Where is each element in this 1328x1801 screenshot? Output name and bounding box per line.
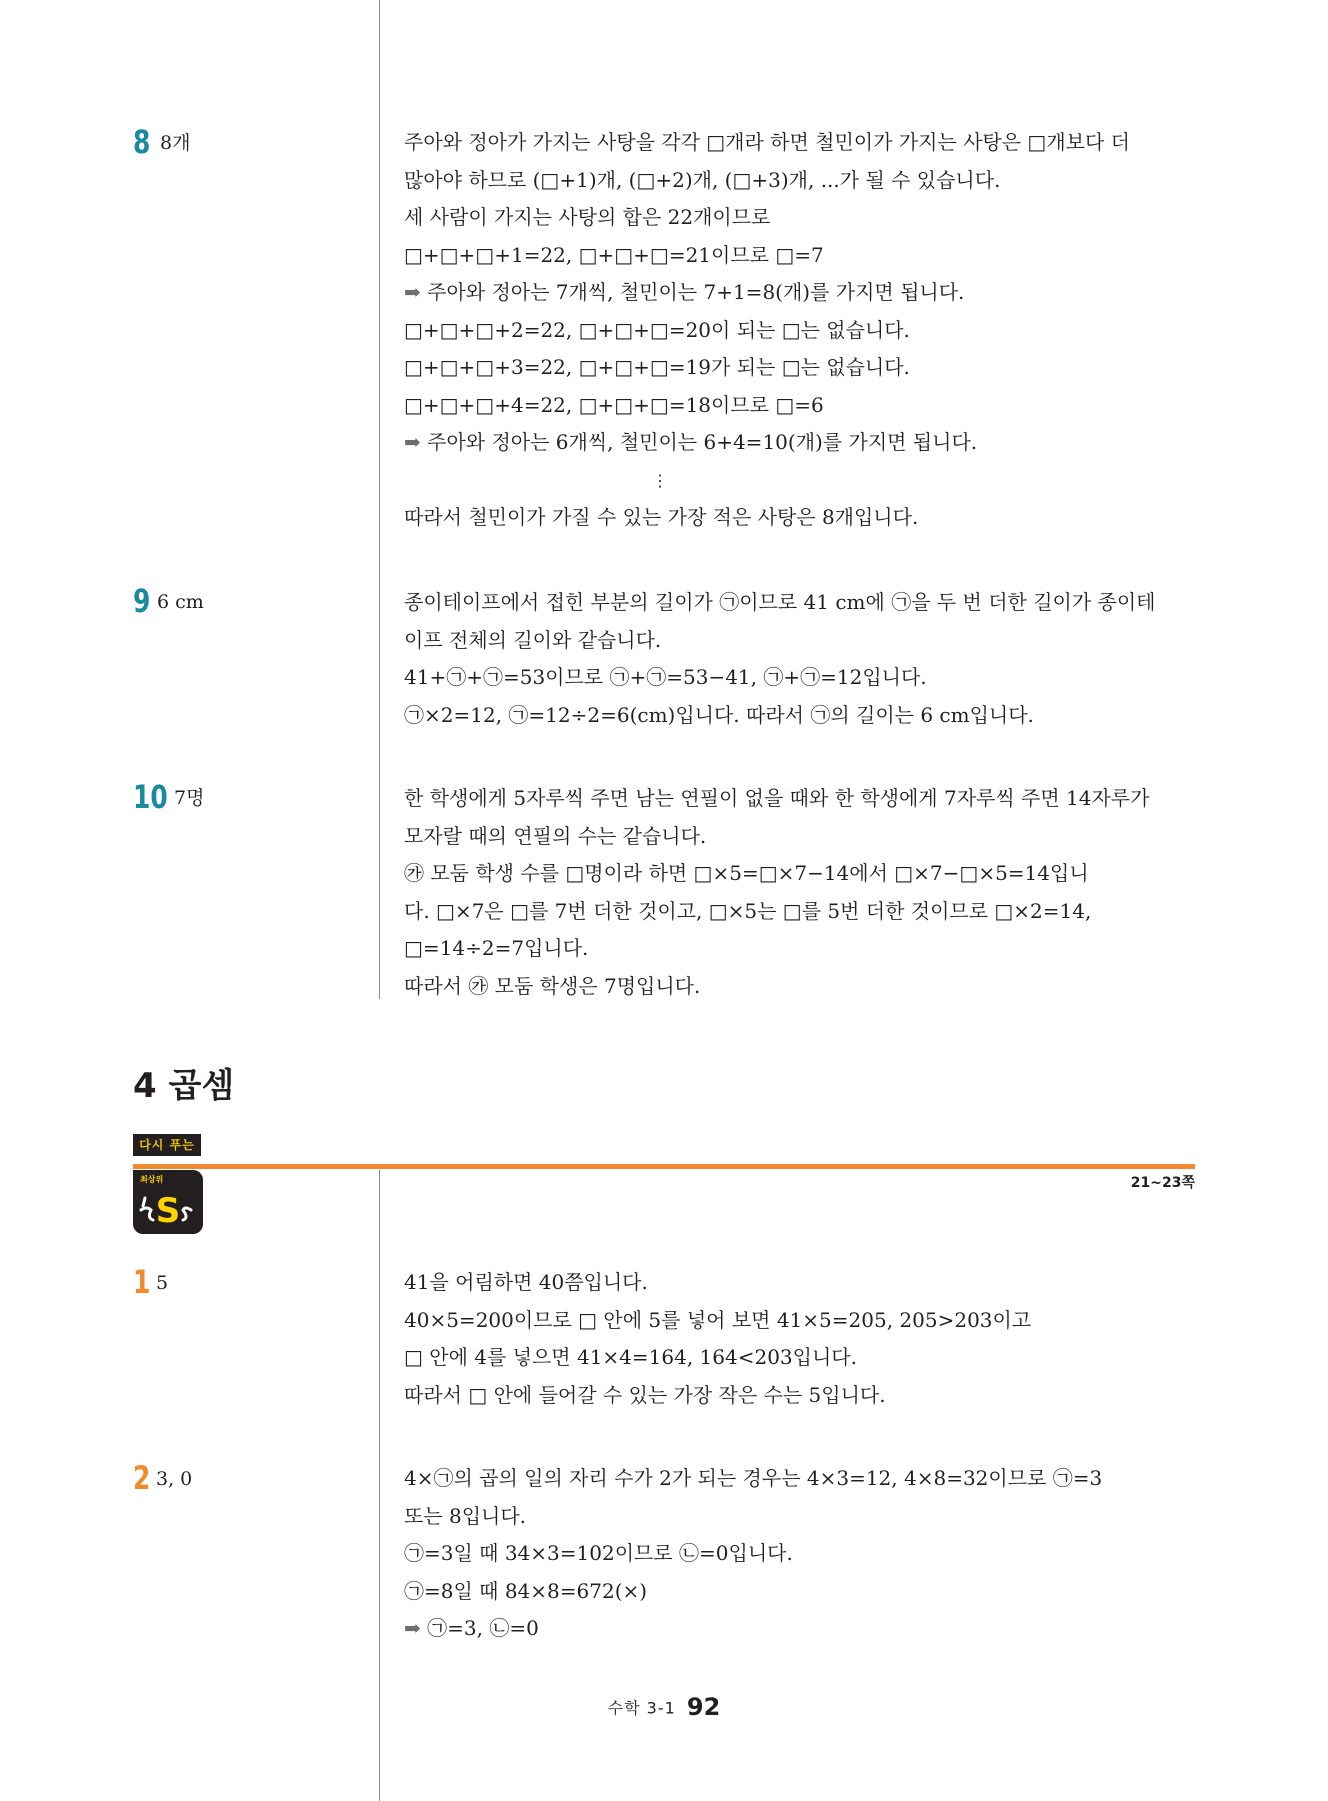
- problem-answer: 7명: [174, 787, 205, 809]
- problem-number: 8: [133, 123, 151, 161]
- solution-line: ➡ ㉠=3, ㉡=0: [404, 1616, 539, 1640]
- badge-sub-label: 최상위: [140, 1175, 164, 1184]
- section-rule: [133, 1164, 1195, 1169]
- problem-number: 2: [133, 1459, 151, 1497]
- solution-line: □+□+□+3=22, □+□+□=19가 되는 □는 없습니다.: [404, 355, 910, 379]
- solution-line: 이프 전체의 길이와 같습니다.: [404, 627, 662, 652]
- problem-solution: [404, 124, 1194, 537]
- problem-solution: [404, 1264, 1194, 1414]
- solution-line: ㉠=3일 때 34×3=102이므로 ㉡=0입니다.: [404, 1541, 793, 1565]
- arrow-icon: ➡: [404, 280, 421, 304]
- problem-answer: 8개: [160, 132, 191, 154]
- problem-solution: [404, 780, 1194, 1005]
- solution-line: 4×㉠의 곱의 일의 자리 수가 2가 되는 경우는 4×3=12, 4×8=32이므로 ㉠=3: [404, 1466, 1103, 1490]
- solution-line: 모자랄 때의 연필의 수는 같습니다.: [404, 823, 707, 848]
- section-badge-label: 다시 푸는: [133, 1134, 201, 1156]
- problem-number: 9: [133, 582, 151, 620]
- solution-line: 다. □×7은 □를 7번 더한 것이고, □×5는 □를 5번 더한 것이므로 □×2=14,: [404, 898, 1092, 923]
- solution-line: 또는 8입니다.: [404, 1503, 527, 1528]
- book-title: 수학 3-1: [607, 1698, 676, 1718]
- column-divider-top: [379, 0, 380, 999]
- problem-number: 10: [133, 778, 168, 816]
- solution-line: 따라서 ㉮ 모둠 학생은 7명입니다.: [404, 973, 701, 998]
- solution-line: 40×5=200이므로 □ 안에 5를 넣어 보면 41×5=205, 205>203이고: [404, 1307, 1032, 1332]
- problem-number: 1: [133, 1263, 151, 1301]
- solution-line: ➡ 주아와 정아는 6개씩, 철민이는 6+4=10(개)를 가지면 됩니다.: [404, 430, 978, 454]
- solution-line: 종이테이프에서 접힌 부분의 길이가 ㉠이므로 41 cm에 ㉠을 두 번 더한 길이가 종이테: [404, 590, 1156, 614]
- solution-line: □+□+□+2=22, □+□+□=20이 되는 □는 없습니다.: [404, 317, 910, 342]
- problem-solution: [404, 1460, 1194, 1648]
- s-logo-icon: [139, 1184, 197, 1230]
- solution-line: □+□+□+1=22, □+□+□=21이므로 □=7: [404, 242, 824, 267]
- solution-line: 따라서 □ 안에 들어갈 수 있는 가장 작은 수는 5입니다.: [404, 1382, 886, 1407]
- page-number: 92: [686, 1693, 721, 1721]
- vertical-ellipsis: ⋮: [652, 470, 668, 490]
- solution-line: 한 학생에게 5자루씩 주면 남는 연필이 없을 때와 한 학생에게 7자루씩 주면 14자루가: [404, 786, 1150, 810]
- solution-line: □=14÷2=7입니다.: [404, 936, 589, 960]
- arrow-icon: ➡: [404, 1616, 421, 1640]
- solution-line: 따라서 철민이가 가질 수 있는 가장 적은 사탕은 8개입니다.: [404, 505, 919, 529]
- solution-line: 주아와 정아가 가지는 사탕을 각각 □개라 하면 철민이가 가지는 사탕은 □개보다 더: [404, 130, 1130, 154]
- solution-line: 41+㉠+㉠=53이므로 ㉠+㉠=53−41, ㉠+㉠=12입니다.: [404, 665, 927, 689]
- section-title: 4 곱셈: [133, 1066, 235, 1106]
- problem-solution: [404, 584, 1194, 734]
- solution-line: □+□+□+4=22, □+□+□=18이므로 □=6: [404, 392, 824, 417]
- solution-line: ➡ 주아와 정아는 7개씩, 철민이는 7+1=8(개)를 가지면 됩니다.: [404, 280, 965, 304]
- section-badge-logo: [133, 1170, 203, 1234]
- svg-text:S: S: [155, 1191, 181, 1230]
- solution-line: 41을 어림하면 40쯤입니다.: [404, 1270, 648, 1294]
- solution-line: ㉮ 모둠 학생 수를 □명이라 하면 □×5=□×7−14에서 □×7−□×5=14입니: [404, 861, 1089, 885]
- page-range: 21~23쪽: [1130, 1175, 1195, 1191]
- solution-line: ㉠×2=12, ㉠=12÷2=6(cm)입니다. 따라서 ㉠의 길이는 6 cm입니다.: [404, 702, 1034, 727]
- problem-answer: 6 cm: [157, 591, 204, 613]
- solution-line: □ 안에 4를 넣으면 41×4=164, 164<203입니다.: [404, 1345, 857, 1369]
- arrow-icon: ➡: [404, 430, 421, 454]
- problem-answer: 5: [156, 1272, 169, 1294]
- solution-line: ㉠=8일 때 84×8=672(×): [404, 1578, 648, 1603]
- solution-line: 많아야 하므로 (□+1)개, (□+2)개, (□+3)개, ...가 될 수 있습니다.: [404, 167, 1001, 192]
- solution-line: 세 사람이 가지는 사탕의 합은 22개이므로: [404, 205, 771, 229]
- problem-answer: 3, 0: [156, 1468, 193, 1490]
- page-footer: [0, 1693, 1328, 1721]
